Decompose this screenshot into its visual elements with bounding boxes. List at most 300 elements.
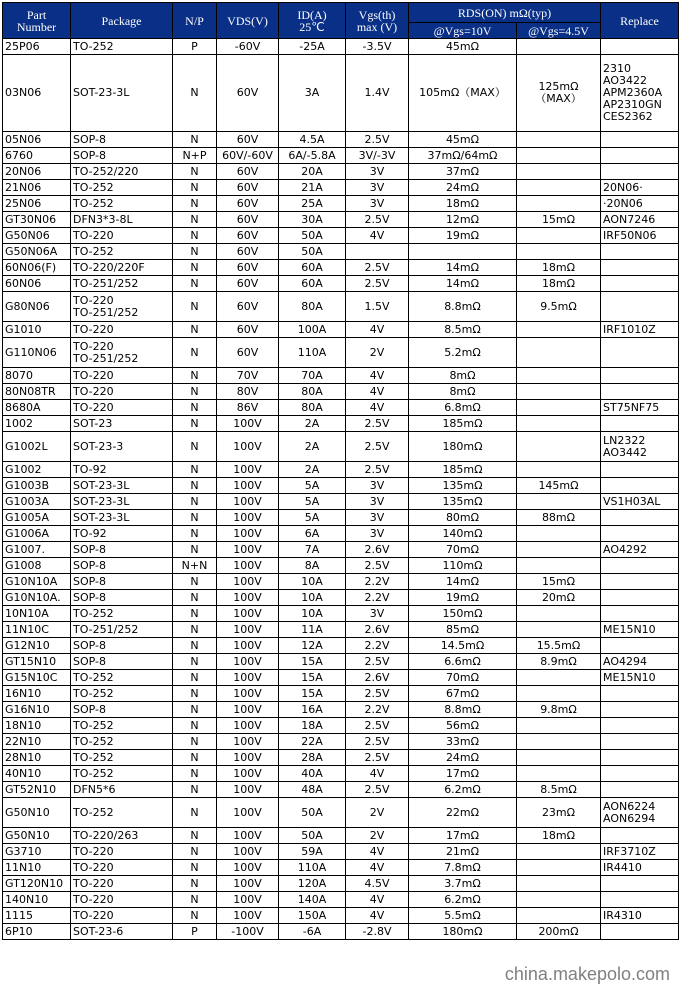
header-rds-4-5v: @Vgs=4.5V xyxy=(517,23,601,39)
replace-cell xyxy=(601,686,679,702)
vgs-cell: 2.2V xyxy=(346,590,409,606)
rds-10v-cell: 6.2mΩ xyxy=(409,782,517,798)
part-number-cell: 20N06 xyxy=(3,164,71,180)
table-row xyxy=(3,260,679,276)
package-cell: TO-252/220 xyxy=(71,164,173,180)
vgs-cell: 2.6V xyxy=(346,542,409,558)
replace-cell: IRF1010Z xyxy=(601,322,679,338)
id-cell: 18A xyxy=(279,718,346,734)
part-number-cell: 25N06 xyxy=(3,196,71,212)
package-cell: TO-252 xyxy=(71,180,173,196)
table-row xyxy=(3,750,679,766)
package-cell: TO-220 xyxy=(71,368,173,384)
vds-cell: 100V xyxy=(217,590,279,606)
table-row xyxy=(3,526,679,542)
table-row xyxy=(3,622,679,638)
table-row xyxy=(3,876,679,892)
table-row xyxy=(3,494,679,510)
rds-10v-cell: 45mΩ xyxy=(409,39,517,55)
header-rds-10v: @Vgs=10V xyxy=(409,23,517,39)
package-cell: TO-220/263 xyxy=(71,828,173,844)
package-cell: TO-220 xyxy=(71,384,173,400)
package-cell: SOT-23-3 xyxy=(71,432,173,462)
part-number-cell: G1002 xyxy=(3,462,71,478)
vds-cell: 60V xyxy=(217,132,279,148)
np-cell: N xyxy=(173,654,217,670)
replace-cell xyxy=(601,478,679,494)
id-cell: 12A xyxy=(279,638,346,654)
replace-cell: ME15N10 xyxy=(601,670,679,686)
id-cell: 11A xyxy=(279,622,346,638)
package-cell: TO-252 xyxy=(71,606,173,622)
vds-cell: 100V xyxy=(217,782,279,798)
replace-cell xyxy=(601,892,679,908)
np-cell: N xyxy=(173,244,217,260)
table-row xyxy=(3,828,679,844)
vds-cell: 60V xyxy=(217,228,279,244)
rds-10v-cell: 8.8mΩ xyxy=(409,292,517,322)
vds-cell: 70V xyxy=(217,368,279,384)
part-number-cell: 6760 xyxy=(3,148,71,164)
id-cell: 2A xyxy=(279,432,346,462)
rds-4-5v-cell xyxy=(517,180,601,196)
np-cell: N xyxy=(173,164,217,180)
vgs-cell: 4V xyxy=(346,892,409,908)
vds-cell: 60V/-60V xyxy=(217,148,279,164)
table-row xyxy=(3,908,679,924)
np-cell: N xyxy=(173,638,217,654)
header-vds: VDS(V) xyxy=(217,3,279,39)
id-cell: 40A xyxy=(279,766,346,782)
table-row xyxy=(3,416,679,432)
table-row xyxy=(3,860,679,876)
table-row xyxy=(3,924,679,940)
package-cell: TO-252 xyxy=(71,734,173,750)
vgs-cell: 2V xyxy=(346,338,409,368)
vgs-cell: 2.5V xyxy=(346,686,409,702)
vgs-cell: 2V xyxy=(346,828,409,844)
rds-4-5v-cell xyxy=(517,432,601,462)
vgs-cell: 3V xyxy=(346,478,409,494)
rds-4-5v-cell xyxy=(517,606,601,622)
rds-4-5v-cell: 145mΩ xyxy=(517,478,601,494)
np-cell: N xyxy=(173,686,217,702)
rds-10v-cell: 6.8mΩ xyxy=(409,400,517,416)
id-cell: 120A xyxy=(279,876,346,892)
np-cell: P xyxy=(173,924,217,940)
package-cell: SOT-23 xyxy=(71,416,173,432)
id-cell: 2A xyxy=(279,462,346,478)
vds-cell: 60V xyxy=(217,55,279,132)
id-cell: 50A xyxy=(279,828,346,844)
np-cell: N+N xyxy=(173,558,217,574)
np-cell: N xyxy=(173,844,217,860)
np-cell: N xyxy=(173,260,217,276)
id-cell: 3A xyxy=(279,55,346,132)
vds-cell: 60V xyxy=(217,322,279,338)
vgs-cell: 2.2V xyxy=(346,702,409,718)
rds-10v-cell: 105mΩ（MAX） xyxy=(409,55,517,132)
rds-4-5v-cell xyxy=(517,844,601,860)
table-row xyxy=(3,338,679,368)
np-cell: N xyxy=(173,400,217,416)
rds-10v-cell: 3.7mΩ xyxy=(409,876,517,892)
table-row xyxy=(3,670,679,686)
table-row xyxy=(3,132,679,148)
vds-cell: 100V xyxy=(217,462,279,478)
vgs-cell: 4V xyxy=(346,368,409,384)
id-cell: 50A xyxy=(279,798,346,828)
np-cell: N xyxy=(173,338,217,368)
rds-10v-cell: 33mΩ xyxy=(409,734,517,750)
id-cell: 22A xyxy=(279,734,346,750)
id-cell: 10A xyxy=(279,574,346,590)
rds-4-5v-cell xyxy=(517,766,601,782)
replace-cell: IR4310 xyxy=(601,908,679,924)
np-cell: N xyxy=(173,590,217,606)
np-cell: N xyxy=(173,55,217,132)
rds-4-5v-cell: 18mΩ xyxy=(517,276,601,292)
vgs-cell: 4V xyxy=(346,228,409,244)
table-row xyxy=(3,432,679,462)
replace-cell xyxy=(601,558,679,574)
table-row xyxy=(3,400,679,416)
package-cell: TO-220 xyxy=(71,876,173,892)
package-cell: TO-251/252 xyxy=(71,622,173,638)
replace-cell xyxy=(601,924,679,940)
id-cell: 80A xyxy=(279,292,346,322)
table-row xyxy=(3,606,679,622)
vgs-cell: 2.6V xyxy=(346,670,409,686)
rds-10v-cell: 5.5mΩ xyxy=(409,908,517,924)
id-cell: 5A xyxy=(279,510,346,526)
id-cell: 7A xyxy=(279,542,346,558)
rds-4-5v-cell xyxy=(517,558,601,574)
replace-cell: AO4294 xyxy=(601,654,679,670)
table-row xyxy=(3,590,679,606)
id-cell: 50A xyxy=(279,228,346,244)
rds-10v-cell: 67mΩ xyxy=(409,686,517,702)
part-number-cell: 80N08TR xyxy=(3,384,71,400)
rds-4-5v-cell xyxy=(517,892,601,908)
vgs-cell: 3V xyxy=(346,526,409,542)
replace-cell xyxy=(601,368,679,384)
rds-4-5v-cell xyxy=(517,526,601,542)
rds-10v-cell: 140mΩ xyxy=(409,526,517,542)
table-row xyxy=(3,558,679,574)
table-row xyxy=(3,686,679,702)
rds-10v-cell: 135mΩ xyxy=(409,494,517,510)
vgs-cell: 2.5V xyxy=(346,782,409,798)
part-number-cell: GT120N10 xyxy=(3,876,71,892)
rds-4-5v-cell xyxy=(517,400,601,416)
rds-10v-cell: 8mΩ xyxy=(409,368,517,384)
np-cell: N xyxy=(173,384,217,400)
rds-10v-cell: 110mΩ xyxy=(409,558,517,574)
vds-cell: 100V xyxy=(217,494,279,510)
vds-cell: 60V xyxy=(217,276,279,292)
np-cell: N xyxy=(173,718,217,734)
rds-4-5v-cell xyxy=(517,462,601,478)
vgs-cell: 4.5V xyxy=(346,876,409,892)
replace-cell xyxy=(601,606,679,622)
rds-4-5v-cell: 15.5mΩ xyxy=(517,638,601,654)
id-cell: 28A xyxy=(279,750,346,766)
watermark: china.makepolo.com xyxy=(504,964,670,984)
header-replace: Replace xyxy=(601,3,679,39)
package-cell: TO-220 xyxy=(71,860,173,876)
np-cell: N+P xyxy=(173,148,217,164)
vds-cell: 100V xyxy=(217,558,279,574)
package-cell: TO-220 xyxy=(71,228,173,244)
vgs-cell: 2.5V xyxy=(346,416,409,432)
package-cell: SOP-8 xyxy=(71,132,173,148)
np-cell: N xyxy=(173,670,217,686)
package-cell: TO-92 xyxy=(71,462,173,478)
package-cell: TO-252 xyxy=(71,196,173,212)
part-number-cell: 05N06 xyxy=(3,132,71,148)
package-cell: SOT-23-6 xyxy=(71,924,173,940)
replace-cell xyxy=(601,718,679,734)
rds-10v-cell: 8mΩ xyxy=(409,384,517,400)
id-cell: 15A xyxy=(279,686,346,702)
table-row xyxy=(3,292,679,322)
rds-4-5v-cell xyxy=(517,384,601,400)
rds-4-5v-cell xyxy=(517,686,601,702)
id-cell: 16A xyxy=(279,702,346,718)
rds-4-5v-cell xyxy=(517,750,601,766)
replace-cell: AON6224 AON6294 xyxy=(601,798,679,828)
part-number-cell: GT52N10 xyxy=(3,782,71,798)
vds-cell: 100V xyxy=(217,542,279,558)
vds-cell: 80V xyxy=(217,384,279,400)
part-number-cell: G1003A xyxy=(3,494,71,510)
package-cell: TO-252 xyxy=(71,718,173,734)
package-cell: TO-252 xyxy=(71,244,173,260)
vds-cell: 60V xyxy=(217,180,279,196)
part-number-cell: G15N10C xyxy=(3,670,71,686)
vgs-cell: 2V xyxy=(346,798,409,828)
part-number-cell: 21N06 xyxy=(3,180,71,196)
replace-cell xyxy=(601,702,679,718)
id-cell: 80A xyxy=(279,400,346,416)
package-cell: TO-252 xyxy=(71,766,173,782)
vds-cell: 100V xyxy=(217,574,279,590)
part-number-cell: 8680A xyxy=(3,400,71,416)
part-number-cell: G12N10 xyxy=(3,638,71,654)
rds-4-5v-cell: 15mΩ xyxy=(517,574,601,590)
header-rds-on: RDS(ON) mΩ(typ) xyxy=(409,3,601,23)
part-number-cell: G1005A xyxy=(3,510,71,526)
vds-cell: 100V xyxy=(217,892,279,908)
part-number-cell: GT15N10 xyxy=(3,654,71,670)
vgs-cell: 2.5V xyxy=(346,260,409,276)
rds-4-5v-cell xyxy=(517,416,601,432)
vgs-cell: 4V xyxy=(346,322,409,338)
rds-10v-cell: 14mΩ xyxy=(409,260,517,276)
vgs-cell: 2.5V xyxy=(346,276,409,292)
id-cell: 100A xyxy=(279,322,346,338)
part-number-cell: 140N10 xyxy=(3,892,71,908)
vgs-cell: 4V xyxy=(346,908,409,924)
replace-cell: AO4292 xyxy=(601,542,679,558)
replace-cell xyxy=(601,828,679,844)
part-number-cell: G50N06A xyxy=(3,244,71,260)
vds-cell: 60V xyxy=(217,338,279,368)
replace-cell xyxy=(601,132,679,148)
vds-cell: 100V xyxy=(217,798,279,828)
id-cell: 15A xyxy=(279,654,346,670)
rds-10v-cell: 135mΩ xyxy=(409,478,517,494)
np-cell: N xyxy=(173,228,217,244)
vgs-cell: -2.8V xyxy=(346,924,409,940)
vgs-cell: 2.5V xyxy=(346,558,409,574)
part-number-cell: G1007. xyxy=(3,542,71,558)
table-row xyxy=(3,148,679,164)
np-cell: N xyxy=(173,432,217,462)
rds-10v-cell: 185mΩ xyxy=(409,416,517,432)
rds-4-5v-cell xyxy=(517,338,601,368)
replace-cell: LN2322 AO3442 xyxy=(601,432,679,462)
table-row xyxy=(3,478,679,494)
part-number-cell: 40N10 xyxy=(3,766,71,782)
id-cell: 60A xyxy=(279,276,346,292)
np-cell: N xyxy=(173,416,217,432)
rds-4-5v-cell xyxy=(517,670,601,686)
package-cell: TO-252 xyxy=(71,750,173,766)
np-cell: N xyxy=(173,132,217,148)
vds-cell: 100V xyxy=(217,670,279,686)
np-cell: N xyxy=(173,322,217,338)
id-cell: 4.5A xyxy=(279,132,346,148)
part-number-cell: 1002 xyxy=(3,416,71,432)
rds-10v-cell: 14mΩ xyxy=(409,574,517,590)
rds-4-5v-cell: 20mΩ xyxy=(517,590,601,606)
part-number-cell: G110N06 xyxy=(3,338,71,368)
table-row xyxy=(3,654,679,670)
table-row xyxy=(3,322,679,338)
replace-cell xyxy=(601,384,679,400)
part-number-cell: 8070 xyxy=(3,368,71,384)
vds-cell: 100V xyxy=(217,526,279,542)
rds-10v-cell: 17mΩ xyxy=(409,766,517,782)
package-cell: TO-220 xyxy=(71,400,173,416)
rds-4-5v-cell xyxy=(517,164,601,180)
np-cell: N xyxy=(173,196,217,212)
part-number-cell: G10N10A. xyxy=(3,590,71,606)
id-cell: 140A xyxy=(279,892,346,908)
vgs-cell: 3V/-3V xyxy=(346,148,409,164)
np-cell: N xyxy=(173,798,217,828)
vds-cell: 60V xyxy=(217,292,279,322)
vds-cell: 100V xyxy=(217,908,279,924)
id-cell: 150A xyxy=(279,908,346,924)
rds-10v-cell: 80mΩ xyxy=(409,510,517,526)
rds-4-5v-cell: 9.5mΩ xyxy=(517,292,601,322)
rds-10v-cell: 37mΩ xyxy=(409,164,517,180)
rds-4-5v-cell: 18mΩ xyxy=(517,828,601,844)
id-cell: 25A xyxy=(279,196,346,212)
rds-4-5v-cell xyxy=(517,322,601,338)
replace-cell xyxy=(601,638,679,654)
vgs-cell: 2.5V xyxy=(346,212,409,228)
package-cell: SOP-8 xyxy=(71,558,173,574)
id-cell: 30A xyxy=(279,212,346,228)
replace-cell: ST75NF75 xyxy=(601,400,679,416)
header-part-number: Part Number xyxy=(3,3,71,39)
table-body xyxy=(3,39,679,940)
header-package: Package xyxy=(71,3,173,39)
package-cell: SOP-8 xyxy=(71,702,173,718)
vds-cell: 86V xyxy=(217,400,279,416)
part-number-cell: G80N06 xyxy=(3,292,71,322)
id-cell: 60A xyxy=(279,260,346,276)
package-cell: TO-220 TO-251/252 xyxy=(71,338,173,368)
package-cell: TO-220 xyxy=(71,322,173,338)
rds-4-5v-cell: 23mΩ xyxy=(517,798,601,828)
part-number-cell: 28N10 xyxy=(3,750,71,766)
vgs-cell: 4V xyxy=(346,860,409,876)
part-number-cell: 18N10 xyxy=(3,718,71,734)
replace-cell: IR4410 xyxy=(601,860,679,876)
package-cell: SOP-8 xyxy=(71,654,173,670)
rds-4-5v-cell: 200mΩ xyxy=(517,924,601,940)
vgs-cell: -3.5V xyxy=(346,39,409,55)
table-row xyxy=(3,180,679,196)
vgs-cell: 3V xyxy=(346,510,409,526)
np-cell: N xyxy=(173,750,217,766)
id-cell: 110A xyxy=(279,338,346,368)
id-cell: 2A xyxy=(279,416,346,432)
part-number-cell: G1008 xyxy=(3,558,71,574)
table-row xyxy=(3,510,679,526)
id-cell: -25A xyxy=(279,39,346,55)
vgs-cell: 2.6V xyxy=(346,622,409,638)
rds-4-5v-cell xyxy=(517,368,601,384)
rds-4-5v-cell xyxy=(517,876,601,892)
rds-10v-cell: 7.8mΩ xyxy=(409,860,517,876)
rds-4-5v-cell xyxy=(517,132,601,148)
rds-10v-cell: 22mΩ xyxy=(409,798,517,828)
rds-10v-cell: 5.2mΩ xyxy=(409,338,517,368)
package-cell: DFN3*3-8L xyxy=(71,212,173,228)
vds-cell: 100V xyxy=(217,622,279,638)
rds-10v-cell: 180mΩ xyxy=(409,924,517,940)
rds-4-5v-cell xyxy=(517,244,601,260)
replace-cell xyxy=(601,510,679,526)
rds-4-5v-cell xyxy=(517,148,601,164)
vgs-cell: 4V xyxy=(346,384,409,400)
table-row xyxy=(3,844,679,860)
np-cell: N xyxy=(173,526,217,542)
rds-10v-cell: 14mΩ xyxy=(409,276,517,292)
rds-4-5v-cell xyxy=(517,860,601,876)
id-cell: 8A xyxy=(279,558,346,574)
rds-4-5v-cell xyxy=(517,718,601,734)
package-cell: TO-252 xyxy=(71,39,173,55)
table-row xyxy=(3,244,679,260)
vgs-cell: 3V xyxy=(346,196,409,212)
rds-10v-cell: 19mΩ xyxy=(409,228,517,244)
vds-cell: 100V xyxy=(217,750,279,766)
vds-cell: 100V xyxy=(217,432,279,462)
replace-cell xyxy=(601,292,679,322)
np-cell: N xyxy=(173,892,217,908)
rds-4-5v-cell xyxy=(517,622,601,638)
replace-cell: ME15N10 xyxy=(601,622,679,638)
rds-10v-cell: 70mΩ xyxy=(409,670,517,686)
table-row xyxy=(3,718,679,734)
